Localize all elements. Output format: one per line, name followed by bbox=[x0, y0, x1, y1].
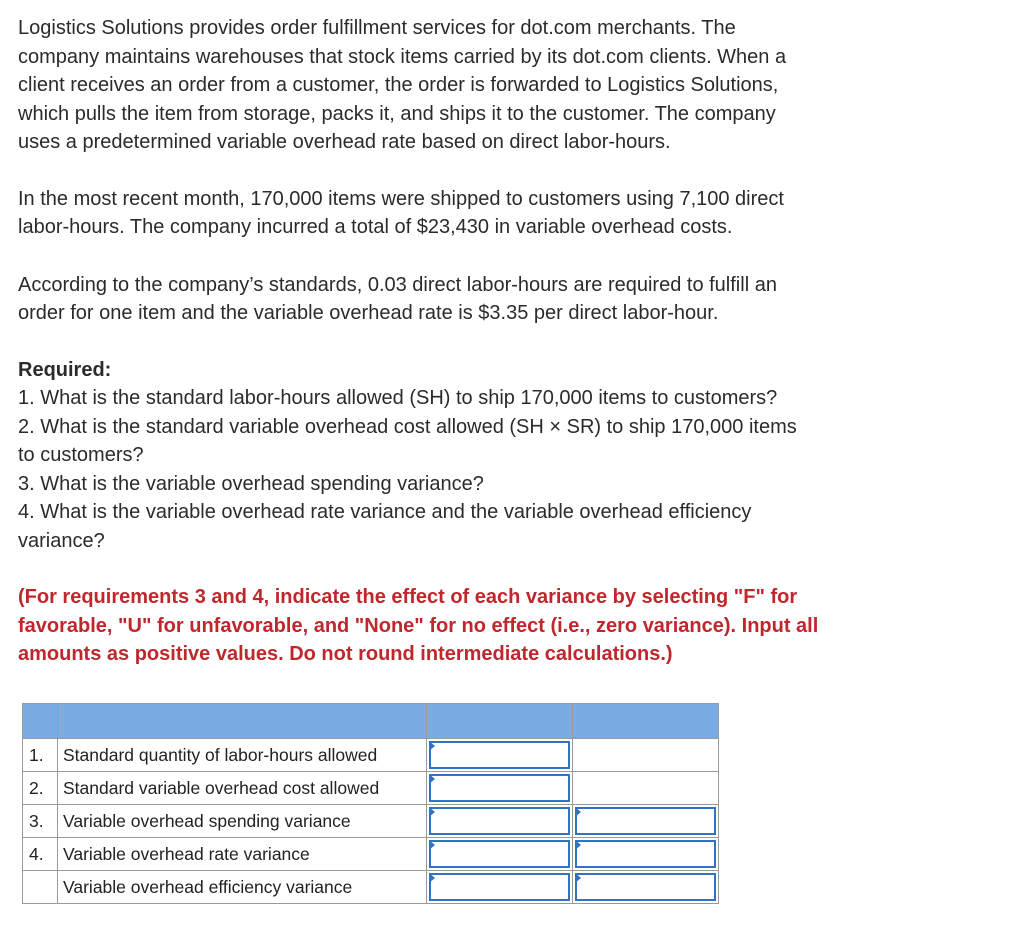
input-flag-icon bbox=[575, 807, 581, 817]
required-heading: Required: bbox=[18, 358, 112, 381]
effect-cell bbox=[573, 871, 719, 904]
header-cell-num bbox=[23, 704, 58, 739]
row-number bbox=[23, 871, 58, 904]
effect-select[interactable] bbox=[575, 840, 716, 868]
table-row bbox=[23, 805, 719, 838]
input-flag-icon bbox=[429, 840, 435, 850]
amount-cell bbox=[427, 805, 573, 838]
input-flag-icon bbox=[429, 774, 435, 784]
row-label: Standard quantity of labor-hours allowed bbox=[58, 739, 427, 772]
answer-table bbox=[22, 703, 719, 904]
required-list bbox=[18, 384, 1013, 555]
row-label: Variable overhead rate variance bbox=[58, 838, 427, 871]
row-number: 4. bbox=[23, 838, 58, 871]
facts-paragraph: In the most recent month, 170,000 items were shipped to customers using 7,100 direct labor-hours. The company incurred a total of $23,430 in variable overhead costs. bbox=[18, 187, 784, 238]
required-item-4: 4. What is the variable overhead rate variance and the variable overhead efficiency variance? bbox=[18, 501, 752, 552]
amount-input[interactable] bbox=[429, 840, 570, 868]
required-item-3: 3. What is the variable overhead spending variance? bbox=[18, 472, 484, 495]
input-flag-icon bbox=[575, 840, 581, 850]
row-label: Variable overhead efficiency variance bbox=[58, 871, 427, 904]
amount-cell bbox=[427, 871, 573, 904]
header-cell-effect bbox=[573, 704, 719, 739]
table-row bbox=[23, 772, 719, 805]
table-header-row bbox=[23, 704, 719, 739]
row-number: 1. bbox=[23, 739, 58, 772]
input-flag-icon bbox=[429, 873, 435, 883]
row-number: 2. bbox=[23, 772, 58, 805]
input-flag-icon bbox=[429, 741, 435, 751]
amount-input[interactable] bbox=[429, 873, 570, 901]
table-row bbox=[23, 739, 719, 772]
row-label: Standard variable overhead cost allowed bbox=[58, 772, 427, 805]
intro-paragraph: Logistics Solutions provides order fulfillment services for dot.com merchants. The company maintains warehouses that stock items carried by its dot.com clients. When a client receives an order from a customer, the order is forwarded to Logistics Solutions, which pulls the item from storage, packs it, and ships it to the customer. The company uses a predetermined variable overhead rate based on direct labor-hours. bbox=[18, 17, 787, 153]
empty-cell bbox=[573, 739, 719, 772]
header-cell-amount bbox=[427, 704, 573, 739]
amount-input[interactable] bbox=[429, 741, 570, 769]
effect-select[interactable] bbox=[575, 807, 716, 835]
amount-input[interactable] bbox=[429, 774, 570, 802]
amount-cell bbox=[427, 838, 573, 871]
required-item-1: 1. What is the standard labor-hours allowed (SH) to ship 170,000 items to customers? bbox=[18, 387, 778, 409]
question-content bbox=[18, 14, 1013, 669]
amount-cell bbox=[427, 739, 573, 772]
amount-cell bbox=[427, 772, 573, 805]
amount-input[interactable] bbox=[429, 807, 570, 835]
effect-cell bbox=[573, 838, 719, 871]
input-flag-icon bbox=[429, 807, 435, 817]
instruction-text: (For requirements 3 and 4, indicate the effect of each variance by selecting "F" for favorable, "U" for unfavorable, and "None" for no effect (i.e., zero variance). Input all amounts as positive values. Do not round intermediate calculations.) bbox=[18, 586, 819, 665]
required-item-2: 2. What is the standard variable overhead cost allowed (SH × SR) to ship 170,000 items to customers? bbox=[18, 415, 797, 466]
row-label: Variable overhead spending variance bbox=[58, 805, 427, 838]
table-row bbox=[23, 871, 719, 904]
empty-cell bbox=[573, 772, 719, 805]
row-number: 3. bbox=[23, 805, 58, 838]
table-row bbox=[23, 838, 719, 871]
standards-paragraph: According to the company’s standards, 0.03 direct labor-hours are required to fulfill an order for one item and the variable overhead rate is $3.35 per direct labor-hour. bbox=[18, 273, 777, 324]
effect-select[interactable] bbox=[575, 873, 716, 901]
input-flag-icon bbox=[575, 873, 581, 883]
header-cell-label bbox=[58, 704, 427, 739]
effect-cell bbox=[573, 805, 719, 838]
